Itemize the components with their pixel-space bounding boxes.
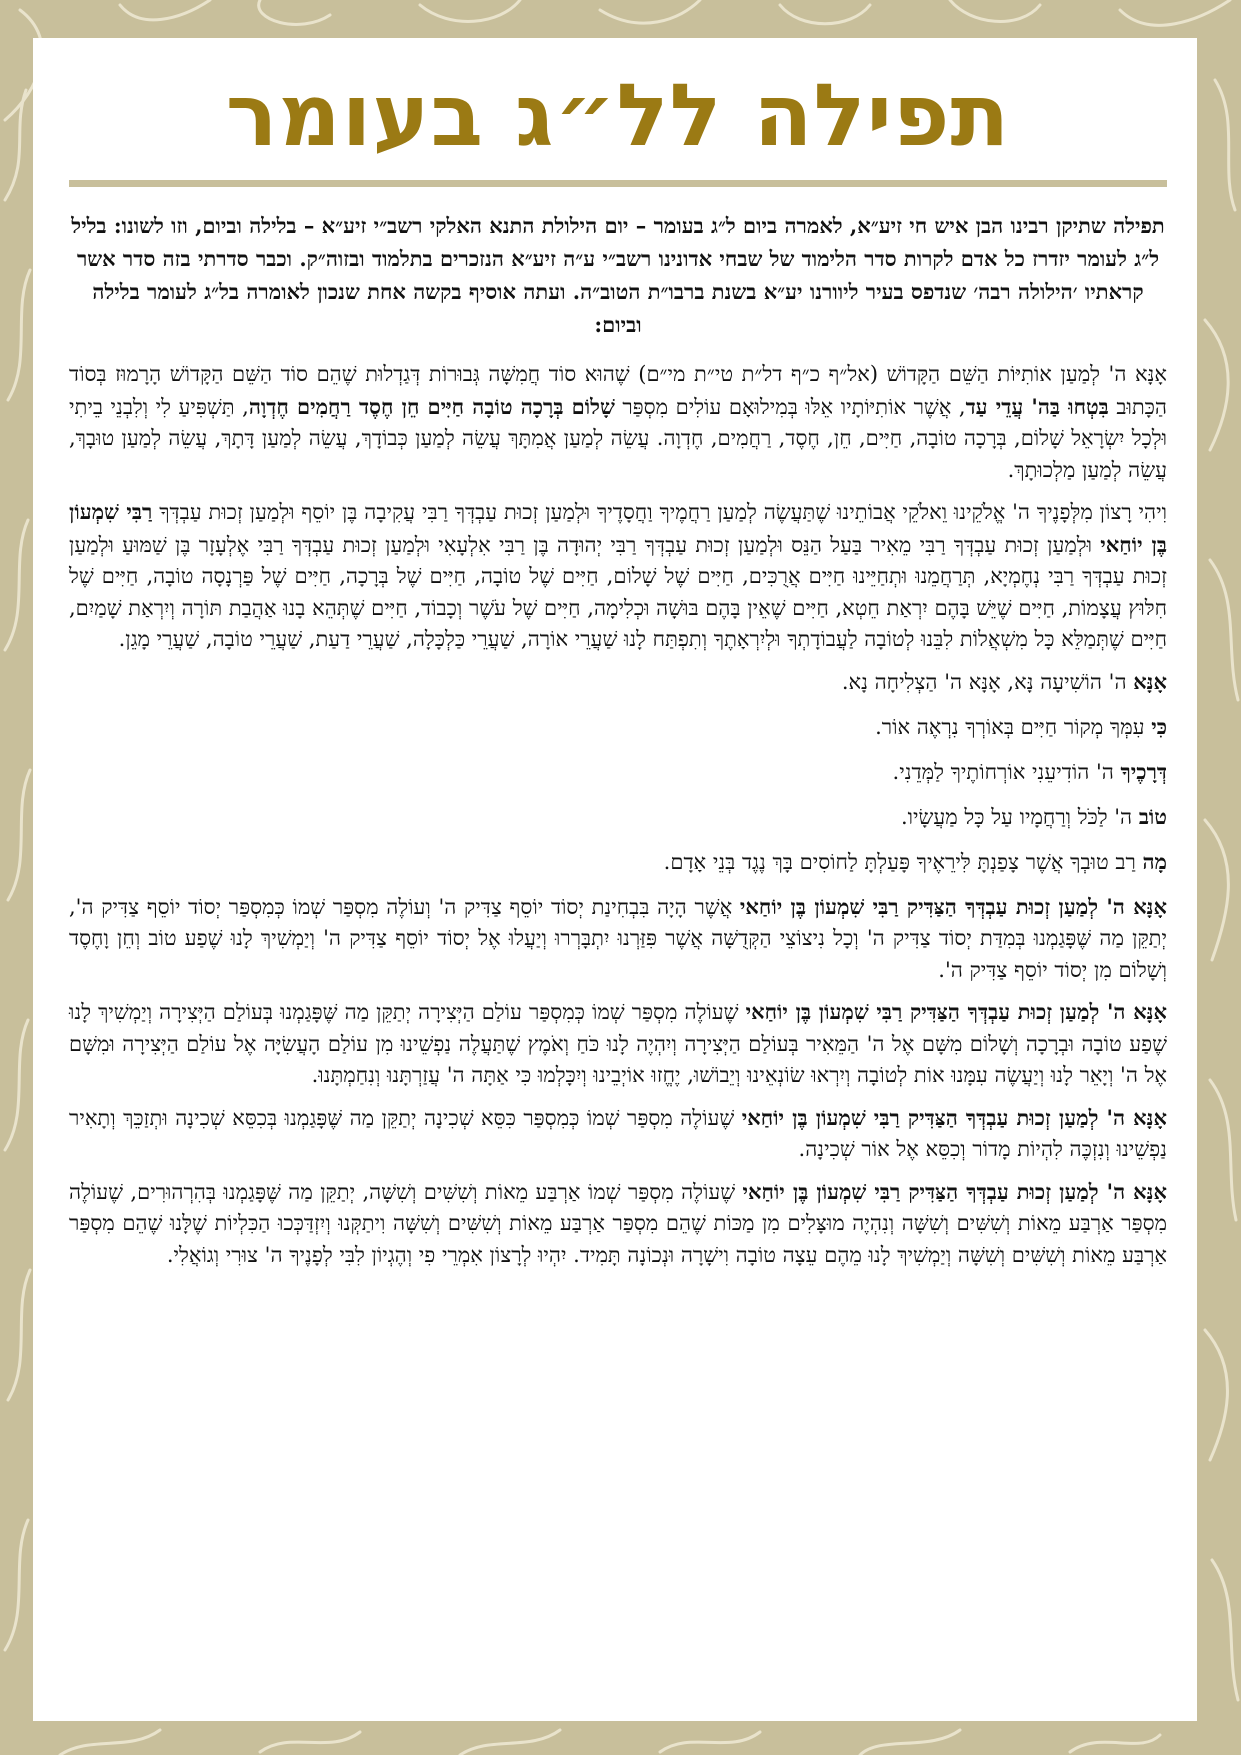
prayer-paragraph-3	[69, 891, 1167, 987]
bold-opening: אָנָּא ה' לְמַעַן זְכוּת עַבְדְּךָ הַצַּדִּיק רַבִּי שִׁמְעוֹן בֶּן יוֹחַאי	[739, 893, 1167, 919]
bold-opening: אָנָּא ה' לְמַעַן זְכוּת עַבְדְּךָ הַצַּדִּיק רַבִּי שִׁמְעוֹן בֶּן יוֹחַאי	[742, 1178, 1167, 1204]
text-run: שֶׁעוֹלֶה מִסְפַּר שְׁמוֹ כְּמִסְפַּר כִּסֵּא שְׁכִינָה יְתַקֵּן מַה שֶּׁפָּגַמְנוּ בְּכִסֵּא שְׁכִינָה וּתְזַכֵּךְ וְתָאִיר נַפְשֵׁינוּ וְנִזְכֶּה לִהְיוֹת מָדוֹר וְכִסֵּא אֶל אוֹר שְׁכִינָה.	[69, 1105, 1167, 1161]
bold-verse: בִּטְחוּ בַּה' עֲדֵי עַד	[965, 393, 1109, 419]
verse-line	[69, 756, 1167, 788]
text-run: , אֲשֶׁר אוֹתִיּוֹתָיו אֵלּוּ בְּמִילוּאָם עוֹלִים מִסְפַּר	[614, 394, 966, 419]
verse-text: ה' לַכֹּל וְרַחֲמָיו עַל כָּל מַעֲשָׂיו.	[901, 804, 1139, 829]
text-run: אָנָּא ה' לְמַעַן אוֹתִיּוֹת הַשֵּׁם הַקָּדוֹשׁ (אל״ף כ״ף דל״ת טי״ת מי״ם) שֶׁהוּא סוֹד חֲמִשָּׁה גְּבוּרוֹת דְּגַדְלוּת שֶׁהֵם סוֹד הַשֵּׁם הַקָּדוֹשׁ הָרָמוּז בְּסוֹד הַכָּתוּב	[69, 362, 1167, 419]
prayer-paragraph-1	[69, 359, 1167, 486]
prayer-page	[33, 38, 1197, 1721]
bold-opening: אָנָּא ה' לְמַעַן זְכוּת עַבְדְּךָ הַצַּדִּיק רַבִּי שִׁמְעוֹן בֶּן יוֹחַאי	[741, 1104, 1167, 1130]
text-run: אֲשֶׁר הָיָה בִּבְחִינַת יְסוֹד יוֹסֵף צַדִּיק ה' וְעוֹלֶה מִסְפַּר שְׁמוֹ כְּמִסְפַּר יְסוֹד יוֹסֵף צַדִּיק ה', יְתַקֵּן מַה שֶּׁפָּגַמְנוּ בְּמִדַּת יְסוֹד צַדִּיק ה' וְכָל נִיצוֹצֵי הַקְּדֻשָּׁה אֲשֶׁר פִּזַּרְנוּ יִתְבָּרְרוּ וְיַעֲלוּ אֶל יְסוֹד יוֹסֵף צַדִּיק ה' וְיַמְשִׁיךְ לָנוּ שֶׁפַע טוֹב וְחֵן וָחֶסֶד וְשָׁלוֹם מִן יְסוֹד יוֹסֵף צַדִּיק ה'.	[69, 894, 1167, 982]
verse-text: ה' הוֹדִיעֵנִי אוֹרְחוֹתֶיךָ לַמְּדֵנִי.	[892, 759, 1121, 784]
prayer-paragraph-2	[69, 496, 1167, 656]
intro-paragraph: תפילה שתיקן רבינו הבן איש חי זיע״א, לאמרה ביום ל״ג בעומר – יום הילולת התנא האלקי רשב״י זיע״א – בלילה וביום, וזו לשונו: בליל ל״ג לעומר יזדרז כל אדם לקרות סדר הלימוד של שבחי אדונינו רשב״י ע״ה זיע״א הנזכרים בתלמוד ובזוה״ק. וכבר סדרתי בזה סדר אשר קראתיו ׳הילולה רבה׳ שנדפס בעיר ליוורנו יע״א בשנת ברבו״ת הטוב״ה. ועתה אוסיף בקשה אחת שנכון לאומרה בל״ג לעומר בלילה וביום:	[71, 213, 1165, 337]
bold-blessings: שָׁלוֹם בְּרָכָה טוֹבָה חַיִּים חֵן חֶסֶד רַחֲמִים חֶדְוָה	[248, 393, 615, 419]
verse-line	[69, 666, 1167, 698]
text-run: שֶׁעוֹלֶה מִסְפַּר שְׁמוֹ אַרְבַּע מֵאוֹת וְשִׁשִּׁים וְשִׁשָּׁה, יְתַקֵּן מַה שֶּׁפָּגַמְנוּ בְּהִרְהוּרִים, שֶׁעוֹלֶה מִסְפַּר אַרְבַּע מֵאוֹת וְשִׁשִּׁים וְשִׁשָּׁה וְנִהְיֶה מוּצָּלִים מִן מַכּוֹת שֶׁהֵם מִסְפַּר אַרְבַּע מֵאוֹת וְשִׁשִּׁים וְשִׁשָּׁה וִיתַקְּנוּ וְיִזְדַּכְּכוּ הַכִּלְיוֹת שֶׁלָּנוּ שֶׁהֵם מִסְפַּר אַרְבַּע מֵאוֹת וְשִׁשִּׁים וְשִׁשָּׁה וְיַמְשִׁיךְ לָנוּ מֵהֶם עֵצָה טוֹבָה וִישָׁרָה וּנְכוֹנָה תָּמִיד. יִהְיוּ לְרָצוֹן אִמְרֵי פִי וְהֶגְיוֹן לִבִּי לְפָנֶיךָ ה' צוּרִי וְגוֹאֲלִי.	[69, 1179, 1167, 1267]
page-title: תפילה לל״ג בעומר	[225, 66, 1011, 166]
text-run: שֶׁעוֹלֶה מִסְפַּר שְׁמוֹ כְּמִסְפַּר עוֹלַם הַיְּצִירָה יְתַקֵּן מַה שֶּׁפָּגַמְנוּ בְּעוֹלַם הַיְּצִירָה וְיַמְשִׁיךְ לָנוּ שֶׁפַע טוֹבָה וּבְרָכָה וְשָׁלוֹם מִשָּׁם אֶל ה' הַמֵּאִיר בְּעוֹלַם הַיְּצִירָה וְיִהְיֶה לָנוּ כֹּחַ וְאֹמֶץ שֶׁתַּעֲלֶה נַפְשֵׁינוּ מִן עוֹלַם הָעֲשִׂיָּה אֶל עוֹלַם הַיְּצִירָה וּמִשָּׁם אֶל ה' וְיָאֵר לָנוּ וְיַעֲשֶׂה עִמָּנוּ אוֹת לְטוֹבָה וְיִרְאוּ שׂוֹנְאֵינוּ וְיֵבוֹשׁוּ, יֶחֱזוּ אוֹיְבֵינוּ וְיִכָּלְמוּ כִּי אַתָּה ה' עֲזַרְתָּנוּ וְנִחַמְתָּנוּ.	[69, 1000, 1167, 1087]
text-run: , תַּשְׁפִּיעַ לִי וְלִבְנֵי בֵיתִי וּלְכָל יִשְׂרָאֵל שָׁלוֹם, בְּרָכָה טוֹבָה, חַיִּים, חֵן, חֶסֶד, רַחֲמִים, חֶדְוָה. עֲשֵׂה לְמַעַן אֲמִתָּךְ עֲשֵׂה לְמַעַן כְּבוֹדָךְ, עֲשֵׂה לְמַעַן דָּתָךְ, עֲשֵׂה לְמַעַן טוּבָךְ, עֲשֵׂה לְמַעַן מַלְכוּתָךְ.	[69, 394, 1167, 482]
prayer-paragraph-4	[69, 996, 1167, 1092]
bold-name: רַבִּי שִׁמְעוֹן בֶּן יוֹחַאי	[69, 499, 1167, 557]
verse-first-word: דְּרָכֶיךָ	[1120, 758, 1167, 784]
verse-text: רַב טוּבְךָ אֲשֶׁר צָפַנְתָּ לִּירֵאֶיךָ פָּעַלְתָּ לַחוֹסִים בָּךְ נֶגֶד בְּנֵי אָדָם.	[663, 849, 1143, 874]
verse-first-word: טוֹב	[1138, 803, 1167, 829]
verse-first-word: מָה	[1142, 848, 1167, 874]
bold-opening: אָנָּא ה' לְמַעַן זְכוּת עַבְדְּךָ הַצַּדִּיק רַבִּי שִׁמְעוֹן בֶּן יוֹחַאי	[745, 999, 1167, 1024]
verse-text: ה' הוֹשִׁיעָה נָּא, אָנָּא ה' הַצְלִיחָה נָא.	[841, 669, 1134, 694]
text-run: וּלְמַעַן זְכוּת עַבְדְּךָ רַבִּי מֵאִיר בַּעַל הַנֵּס וּלְמַעַן זְכוּת עַבְדְּךָ רַבִּי יְהוּדָה בֶּן רַבִּי אִלְעָאִי וּלְמַעַן זְכוּת עַבְדְּךָ רַבִּי אֶלְעָזָר בֶּן שַׁמּוּעַ וּלְמַעַן זְכוּת עַבְדְּךָ רַבִּי נְחֶמְיָא, תְּרַחֲמֵנוּ וּתְחַיֵּינוּ חַיִּים אֲרֻכִּים, חַיִּים שֶׁל שָׁלוֹם, חַיִּים שֶׁל טוֹבָה, חַיִּים שֶׁל בְּרָכָה, חַיִּים שֶׁל פַּרְנָסָה טוֹבָה, חַיִּים שֶׁל חִלּוּץ עֲצָמוֹת, חַיִּים שֶׁיֵּשׁ בָּהֶם יִרְאַת חֵטְא, חַיִּים שֶׁאֵין בָּהֶם בּוּשָׁה וּכְלִימָה, חַיִּים שֶׁל עֹשֶׁר וְכָבוֹד, חַיִּים שֶׁתְּהֵא בָנוּ אַהֲבַת תּוֹרָה וְיִרְאַת שָׁמַיִם, חַיִּים שֶׁתְּמַלֵּא כָּל מִשְׁאֲלוֹת לִבֵּנוּ לְטוֹבָה לַעֲבוֹדָתְךָ וּלְיִרְאָתֶךָ וְתִפְתַּח לָנוּ שַׁעֲרֵי אוֹרָה, שַׁעֲרֵי כַּלְכָּלָה, שַׁעֲרֵי דַעַת, שַׁעֲרֵי טוֹבָה, שַׁעֲרֵי מָגֵן.	[69, 532, 1167, 651]
verse-line	[69, 801, 1167, 833]
title-divider	[69, 180, 1167, 187]
prayer-paragraph-6	[69, 1176, 1167, 1272]
verse-line	[69, 711, 1167, 743]
prayer-paragraph-5	[69, 1102, 1167, 1166]
verse-first-word: כִּי	[1151, 713, 1167, 739]
text-run: וִיהִי רָצוֹן מִלְּפָנֶיךָ ה' אֱלֹקֵינוּ וֵאלֹקֵי אֲבוֹתֵינוּ שֶׁתַּעֲשֶׂה לְמַעַן רַחֲמֶיךָ וַחֲסָדֶיךָ וּלְמַעַן זְכוּת עַבְדְּךָ רַבִּי עֲקִיבָה בֶּן יוֹסֵף וּלְמַעַן זְכוּת עַבְדְּךָ	[152, 500, 1168, 524]
verse-text: עִמְּךָ מְקוֹר חַיִּים בְּאוֹרְךָ נִרְאֶה אוֹר.	[875, 714, 1152, 739]
verse-line	[69, 846, 1167, 878]
verse-first-word: אָנָּא	[1133, 668, 1167, 694]
